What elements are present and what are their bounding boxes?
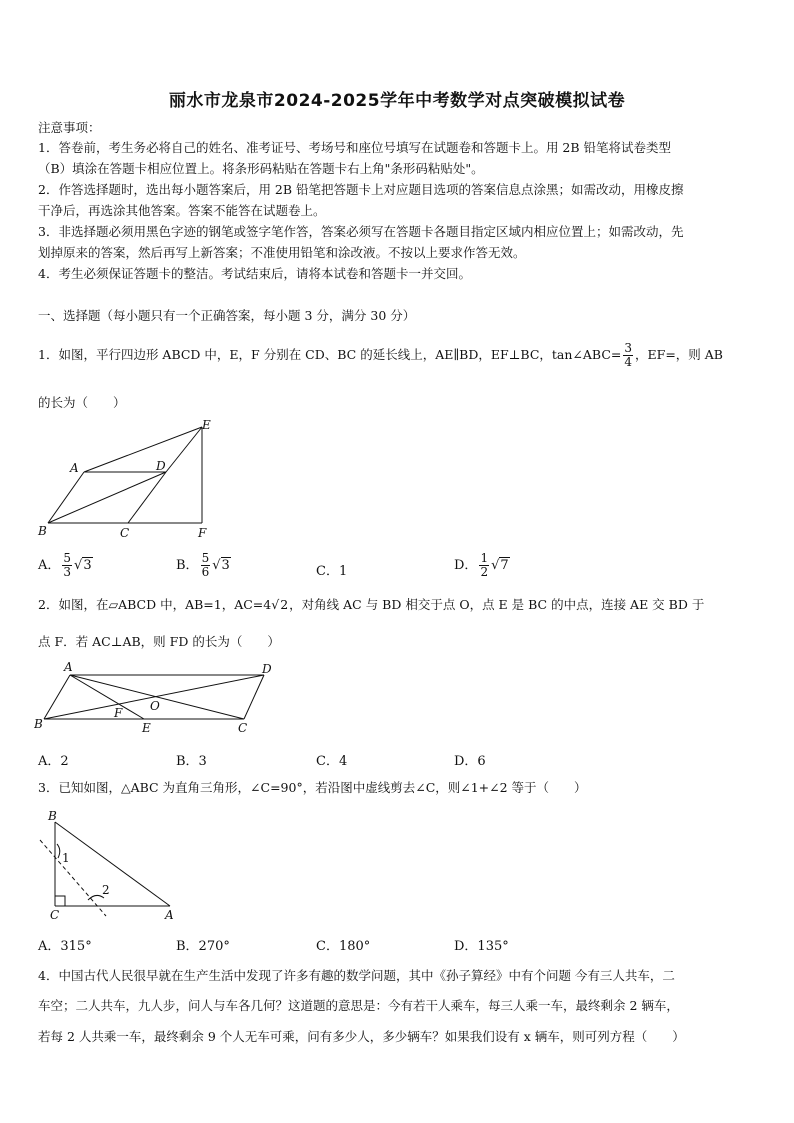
notice-heading: 注意事项： <box>38 120 101 135</box>
q2-segment-ae <box>70 675 144 719</box>
q2-label-b: B <box>34 717 43 731</box>
q1-text-b: ，EF=，则 AB <box>635 347 723 362</box>
q1-frac-num: 3 <box>624 341 633 355</box>
q2-stem <box>38 597 763 613</box>
q1-option-d[interactable] <box>454 552 510 579</box>
q3-option-a[interactable]: A．315° <box>38 939 92 954</box>
q2-options <box>38 750 758 772</box>
notice-line: 划掉原来的答案，然后再写上新答案；不准使用铅笔和涂改液。不按以上要求作答无效。 <box>38 245 526 260</box>
q2-option-c[interactable]: C．4 <box>316 754 348 769</box>
notice-line: 3．非选择题必须用黑色字迹的钢笔或签字笔作答，答案必须写在答题卡各题目指定区域内相应位置上；如需改动，先 <box>38 224 684 239</box>
sqrt-sign: √ <box>491 558 500 573</box>
q1-label-e: E <box>202 418 211 432</box>
option-fraction <box>62 552 72 579</box>
notice-line: 2．作答选择题时，选出每小题答案后，用 2B 铅笔把答题卡上对应题目选项的答案信息点涂黑；如需改动，用橡皮擦 <box>38 182 684 197</box>
frac-num: 1 <box>480 551 489 565</box>
q1-label-a: A <box>70 461 79 475</box>
notice-line: 4．考生必须保证答题卡的整洁。考试结束后，请将本试卷和答题卡一并交回。 <box>38 266 471 281</box>
q2-label-c: C <box>238 721 248 735</box>
q3-right-angle-mark <box>55 896 65 906</box>
q3-figure <box>30 806 180 922</box>
q2-stem-cont: 点 F．若 AC⊥AB，则 FD 的长为（ ） <box>38 634 280 649</box>
sqrt-radicand: 7 <box>500 558 509 573</box>
q2-label-d: D <box>262 662 272 676</box>
q4-line: 若每 2 人共乘一车，最终剩余 9 个人无车可乘，问有多少人，多少辆车？如果我们设有 x 辆车，则可列方程（ ） <box>38 1029 685 1044</box>
option-letter: B． <box>176 558 199 573</box>
option-letter: C． <box>316 564 339 579</box>
q1-options <box>38 552 758 582</box>
q3-options <box>38 935 758 957</box>
q2-edge-cd <box>244 675 264 719</box>
sqrt-sign: √ <box>212 558 221 573</box>
q2-label-f: F <box>114 706 123 720</box>
frac-den: 2 <box>480 565 489 579</box>
q2-edge-ab <box>44 675 70 719</box>
q3-option-c[interactable]: C．180° <box>316 939 371 954</box>
q2-figure <box>34 660 284 738</box>
sqrt-sign: √ <box>74 558 83 573</box>
sqrt-sign: √ <box>271 597 280 612</box>
sqrt-radicand: 3 <box>83 558 92 573</box>
q1-tan-fraction <box>623 342 633 369</box>
q3-option-d[interactable]: D．135° <box>454 939 509 954</box>
q1-option-c[interactable] <box>316 560 347 579</box>
section-heading: 一、选择题（每小题只有一个正确答案，每小题 3 分，满分 30 分） <box>38 308 416 323</box>
frac-den: 6 <box>201 565 210 579</box>
q3-label-angle2: 2 <box>102 883 110 897</box>
q3-label-a: A <box>165 908 174 922</box>
option-fraction <box>201 552 211 579</box>
q4-line: 4．中国古代人民很早就在生产生活中发现了许多有趣的数学问题，其中《孙子算经》中有个问题 今有三人共车，二 <box>38 968 675 983</box>
q2-label-e: E <box>142 721 151 735</box>
q3-edge-ba <box>55 822 170 906</box>
q1-label-b: B <box>38 524 47 538</box>
notice-line: 1．答卷前，考生务必将自己的姓名、准考证号、考场号和座位号填写在试题卷和答题卡上。用 2B 铅笔将试卷类型 <box>38 140 672 155</box>
q1-label-c: C <box>120 526 130 540</box>
q1-stem-cont: 的长为（ ） <box>38 395 126 410</box>
q1-option-a[interactable] <box>38 552 93 579</box>
q3-stem: 3．已知如图，△ABC 为直角三角形，∠C=90°，若沿图中虚线剪去∠C，则∠1+∠2 等于（ ） <box>38 780 587 795</box>
q1-figure <box>36 416 216 544</box>
q3-angle1-arc <box>57 844 60 858</box>
frac-num: 5 <box>201 551 210 565</box>
sqrt-radicand: 3 <box>221 558 230 573</box>
q1-text-a: 1．如图，平行四边形 ABCD 中，E，F 分别在 CD、BC 的延长线上，AE∥BD，EF⊥BC，tan∠ABC= <box>38 347 622 362</box>
q2-text-a: 2．如图，在▱ABCD 中，AB=1，AC=4 <box>38 597 272 612</box>
q2-label-a: A <box>64 660 73 674</box>
q2-option-d[interactable]: D．6 <box>454 754 486 769</box>
q3-label-angle1: 1 <box>62 851 70 865</box>
q3-label-c: C <box>50 908 60 922</box>
option-value: 1 <box>338 564 348 579</box>
option-letter: A． <box>38 558 61 573</box>
option-fraction <box>479 552 489 579</box>
q1-edge-cd <box>128 472 166 523</box>
sqrt-radicand: 2 <box>280 597 289 612</box>
page-title: 丽水市龙泉市2024-2025学年中考数学对点突破模拟试卷 <box>168 91 626 111</box>
q3-label-b: B <box>48 809 57 823</box>
q1-label-f: F <box>198 526 207 540</box>
q1-stem <box>38 340 763 376</box>
q1-frac-den: 4 <box>624 355 633 369</box>
q3-cut-line <box>40 840 106 916</box>
notice-line: 干净后，再选涂其他答案。答案不能答在试题卷上。 <box>38 203 326 218</box>
q3-option-b[interactable]: B．270° <box>176 939 230 954</box>
q1-option-b[interactable] <box>176 552 231 579</box>
q1-label-d: D <box>156 459 166 473</box>
q2-option-b[interactable]: B．3 <box>176 754 207 769</box>
frac-den: 3 <box>63 565 72 579</box>
notice-line: （B）填涂在答题卡相应位置上。将条形码粘贴在答题卡右上角"条形码粘贴处"。 <box>38 161 484 176</box>
q2-text-b: ，对角线 AC 与 BD 相交于点 O，点 E 是 BC 的中点，连接 AE 交 BD 于 <box>289 597 705 612</box>
q2-option-a[interactable]: A．2 <box>38 754 69 769</box>
q2-label-o: O <box>150 699 160 713</box>
option-letter: D． <box>454 558 478 573</box>
q4-line: 车空；二人共车，九人步，问人与车各几何？这道题的意思是：今有若干人乘车，每三人乘一车，最终剩余 2 辆车， <box>38 998 679 1013</box>
frac-num: 5 <box>63 551 72 565</box>
